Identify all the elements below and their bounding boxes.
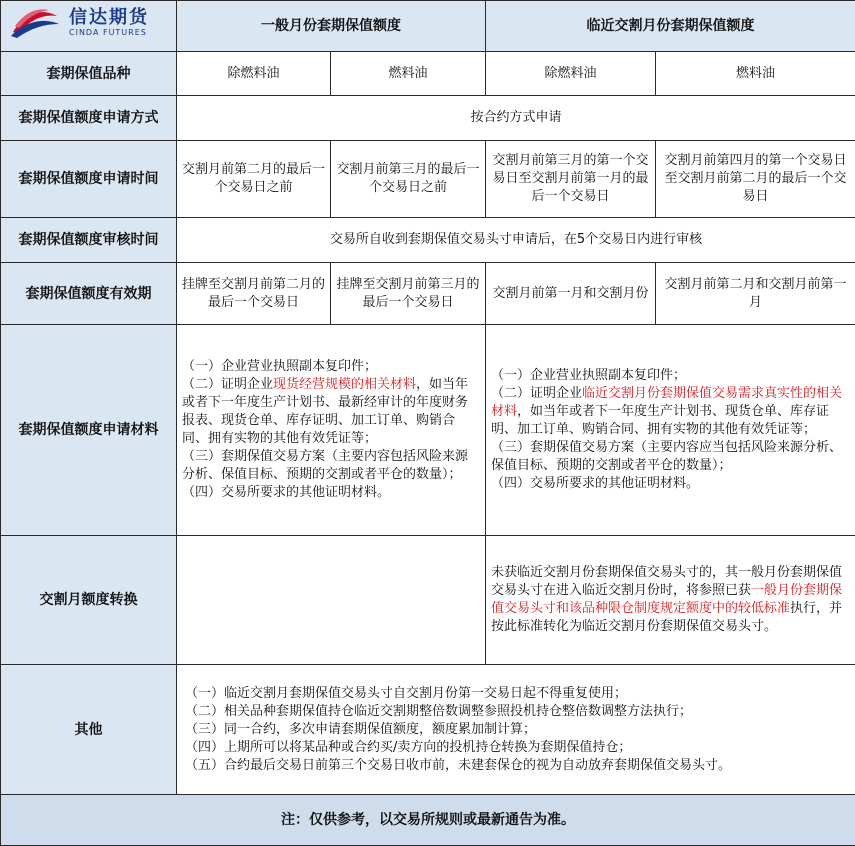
table-cell: 交割月前第三月的最后一个交易日之前 — [331, 141, 486, 218]
table-cell: 交割月前第一月和交割月份 — [486, 263, 656, 325]
table-cell: 燃料油 — [331, 52, 486, 96]
near-materials-cell — [486, 325, 855, 536]
table-cell: 按合约方式申请 — [177, 96, 855, 141]
apply-method-row — [1, 96, 855, 141]
varieties-row — [1, 52, 855, 96]
highlight-text: 一般月份套期保值交易头寸和该品种限仓制度规定额度中的较低标准 — [491, 583, 843, 616]
material-item: （一）企业营业执照副本复印件； — [182, 359, 378, 374]
row-label: 其他 — [1, 665, 177, 795]
near-delivery-header: 临近交割月份套期保值额度 — [486, 1, 855, 52]
conversion-row — [1, 536, 855, 665]
material-item: （三）套期保值交易方案（主要内容应当包括风险来源分析、保值目标、预期的交割或者平仓的数量）； — [491, 440, 843, 473]
row-label: 套期保值额度审核时间 — [1, 218, 177, 263]
cinda-swoosh-icon — [9, 6, 61, 40]
logo-cell — [1, 1, 177, 52]
table-cell: 交割月前第三月的第一个交易日至交割月前第一月的最后一个交易日 — [486, 141, 656, 218]
row-label: 交割月额度转换 — [1, 536, 177, 665]
validity-row — [1, 263, 855, 325]
table-cell: 交割月前第二月的最后一个交易日之前 — [177, 141, 331, 218]
other-row — [1, 665, 855, 795]
material-item: （一）企业营业执照副本复印件； — [491, 368, 687, 383]
other-items-cell — [177, 665, 855, 795]
list-item: （一）临近交割月套期保值交易头寸自交割月份第一交易日起不得重复使用； — [185, 685, 628, 701]
table-cell: 交割月前第四月的第一个交易日至交割月前第二月的最后一个交易日 — [656, 141, 855, 218]
material-item: （四）交易所要求的其他证明材料。 — [182, 485, 391, 500]
row-label: 套期保值额度申请方式 — [1, 96, 177, 141]
review-time-row — [1, 218, 855, 263]
general-month-header: 一般月份套期保值额度 — [177, 1, 486, 52]
list-item: （二）相关品种套期保值持仓临近交割期整倍数调整参照投机持仓整倍数调整方法执行； — [185, 703, 693, 719]
note-row — [1, 795, 855, 846]
table-cell: 交易所自收到套期保值交易头寸申请后，在5个交易日内进行审核 — [177, 218, 855, 263]
list-item: （五）合约最后交易日前第三个交易日收市前，未建套保仓的视为自动放弃套期保值交易头寸。 — [185, 757, 732, 773]
table-cell: 交割月前第二月和交割月前第一月 — [656, 263, 855, 325]
table-cell: 除燃料油 — [486, 52, 656, 96]
row-label: 套期保值额度有效期 — [1, 263, 177, 325]
material-item: （二）证明企业现货经营规模的相关材料，如当年或者下一年度生产计划书、最新经审计的年度财务报表、现货仓单、库存证明、加工订单、购销合同、拥有实物的其他有效凭证等； — [182, 377, 469, 446]
cinda-logo — [9, 6, 149, 40]
row-label: 套期保值品种 — [1, 52, 177, 96]
general-conversion-cell — [177, 536, 486, 665]
general-materials-cell — [177, 325, 486, 536]
disclaimer-note: 注：仅供参考，以交易所规则或最新通告为准。 — [1, 795, 855, 846]
material-item: （二）证明企业临近交割月份套期保值交易需求真实性的相关材料，如当年或者下一年度生产计划书、现货仓单、库存证明、加工订单、购销合同、拥有实物的其他有效凭证等； — [491, 386, 843, 437]
materials-row — [1, 325, 855, 536]
list-item: （四）上期所可以将某品种或合约买/卖方向的投机持仓转换为套期保值持仓； — [185, 739, 632, 755]
logo-chinese-name: 信达期货 — [69, 7, 149, 28]
material-item: （四）交易所要求的其他证明材料。 — [491, 476, 700, 491]
apply-time-row — [1, 141, 855, 218]
row-label: 套期保值额度申请时间 — [1, 141, 177, 218]
header-row — [1, 1, 855, 52]
highlight-text: 现货经营规模的相关材料 — [273, 377, 417, 392]
logo-english-name: CINDA FUTURES — [69, 28, 147, 37]
table-cell: 挂牌至交割月前第二月的最后一个交易日 — [177, 263, 331, 325]
table-cell: 燃料油 — [656, 52, 855, 96]
table-cell: 挂牌至交割月前第三月的最后一个交易日 — [331, 263, 486, 325]
near-conversion-cell: 未获临近交割月份套期保值交易头寸的，其一般月份套期保值交易头寸在进入临近交割月份时，将参照已获一般月份套期保值交易头寸和该品种限仓制度规定额度中的较低标准执行，并按此标准转化为临近交割月份套期保值交易头寸。 — [486, 536, 855, 665]
highlight-text: 临近交割月份套期保值交易需求真实性的相关材料 — [491, 386, 843, 419]
table-cell: 除燃料油 — [177, 52, 331, 96]
list-item: （三）同一合约，多次申请套期保值额度，额度累加制计算； — [185, 721, 537, 737]
row-label: 套期保值额度申请材料 — [1, 325, 177, 536]
material-item: （三）套期保值交易方案（主要内容包括风险来源分析、保值目标、预期的交割或者平仓的数量）； — [182, 449, 469, 482]
